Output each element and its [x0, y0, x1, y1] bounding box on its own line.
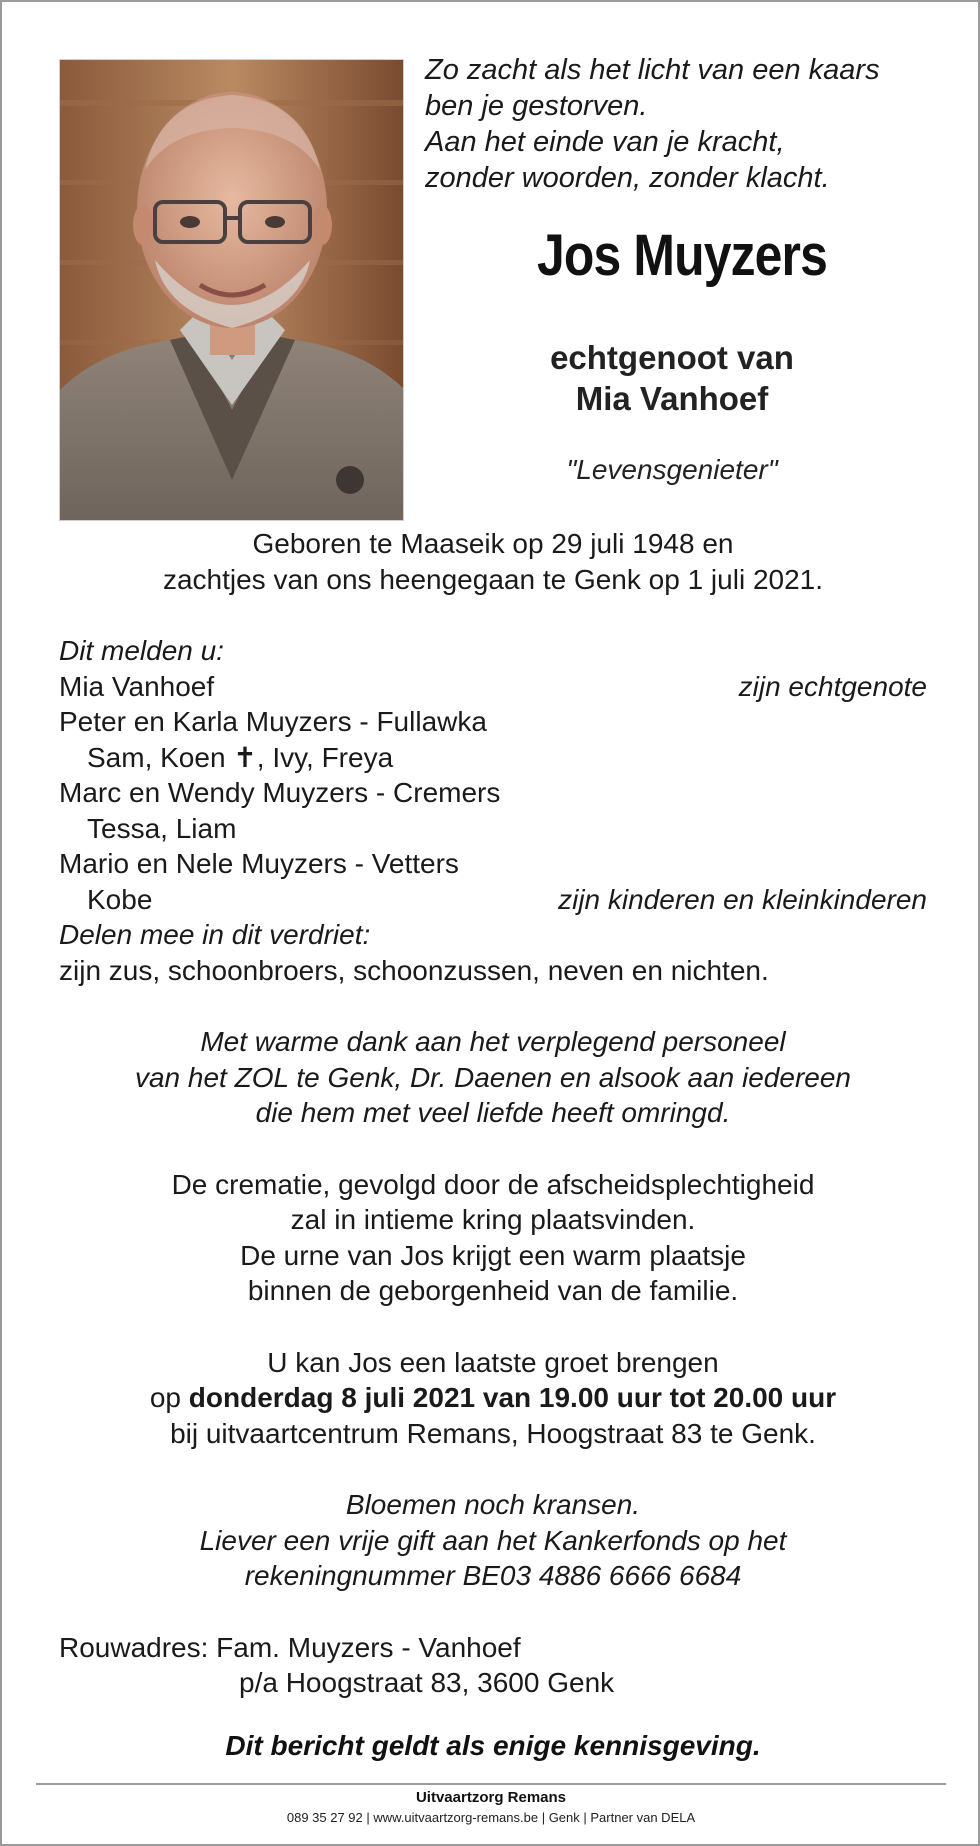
cremation-line: zal in intieme kring plaatsvinden.: [290, 1204, 696, 1235]
flowers-line: Bloemen noch kransen.: [345, 1489, 641, 1520]
family-intro: Dit melden u:: [59, 635, 224, 666]
poem-line: ben je gestorven.: [425, 90, 648, 122]
address-line: p/a Hoogstraat 83, 3600 Genk: [239, 1667, 615, 1698]
thanks-line: die hem met veel liefde heeft omringd.: [255, 1097, 731, 1128]
spouse-role: zijn echtgenote: [738, 670, 927, 702]
poem-line: Aan het einde van je kracht,: [425, 126, 785, 158]
cremation-line: De urne van Jos krijgt een warm plaatsje: [240, 1239, 746, 1271]
share-line: zijn zus, schoonbroers, schoonzussen, neven en nichten.: [59, 954, 769, 986]
grandchildren-line: Sam, Koen ✝, Ivy, Freya: [87, 741, 394, 773]
family-line: Peter en Karla Muyzers - Fullawka: [59, 706, 487, 737]
spouse-name: Mia Vanhoef: [575, 380, 769, 417]
spouse-family-name: Mia Vanhoef: [59, 670, 215, 702]
family-row: [59, 669, 927, 705]
poem: [425, 52, 945, 196]
birth-line: Geboren te Maaseik op 29 juli 1948 en: [252, 528, 734, 559]
spouse-relation: echtgenoot van: [550, 339, 794, 376]
visit-date: donderdag 8 juli 2021 van 19.00 uur tot 20.00 uur: [188, 1382, 837, 1413]
obituary-body: [59, 526, 927, 1701]
poem-line: Zo zacht als het licht van een kaars: [425, 54, 880, 86]
portrait-photo: [59, 59, 404, 521]
poem-line: zonder woorden, zonder klacht.: [425, 162, 830, 194]
footer-company: Uitvaartzorg Remans: [415, 1789, 567, 1806]
spouse-block: [432, 337, 912, 419]
children-role: zijn kinderen en kleinkinderen: [558, 883, 927, 915]
address-line: Rouwadres: Fam. Muyzers - Vanhoef: [59, 1631, 521, 1663]
visit-date-line: [59, 1380, 927, 1416]
cremation-line: binnen de geborgenheid van de familie.: [247, 1275, 739, 1306]
motto: "Levensgenieter": [566, 454, 778, 485]
visit-location: bij uitvaartcentrum Remans, Hoogstraat 83 te Genk.: [170, 1417, 816, 1449]
death-line: zachtjes van ons heengegaan te Genk op 1 juli 2021.: [162, 563, 824, 595]
visit-prefix: op: [149, 1382, 189, 1413]
family-line: Marc en Wendy Muyzers - Cremers: [59, 777, 501, 808]
deceased-name: Jos Muyzers: [537, 223, 827, 288]
flowers-line: Liever een vrije gift aan het Kankerfonds op het: [199, 1524, 787, 1556]
visit-line: U kan Jos een laatste groet brengen: [267, 1346, 719, 1378]
flowers-line: rekeningnummer BE03 4886 6666 6684: [244, 1560, 742, 1591]
thanks-line: van het ZOL te Genk, Dr. Daenen en alsook aan iedereen: [134, 1061, 851, 1093]
family-row: [59, 882, 927, 918]
grandchildren-line: Tessa, Liam: [87, 812, 237, 844]
grandchildren-line: Kobe: [87, 883, 153, 915]
notice: Dit bericht geldt als enige kennisgeving.: [225, 1730, 761, 1761]
share-intro: Delen mee in dit verdriet:: [59, 919, 371, 950]
thanks-line: Met warme dank aan het verplegend personeel: [200, 1026, 786, 1057]
footer-divider: [36, 1783, 946, 1785]
footer-contact: 089 35 27 92 | www.uitvaartzorg-remans.be | Genk | Partner van DELA: [286, 1810, 696, 1825]
cremation-line: De crematie, gevolgd door de afscheidsplechtigheid: [171, 1168, 815, 1200]
family-line: Mario en Nele Muyzers - Vetters: [59, 848, 459, 879]
